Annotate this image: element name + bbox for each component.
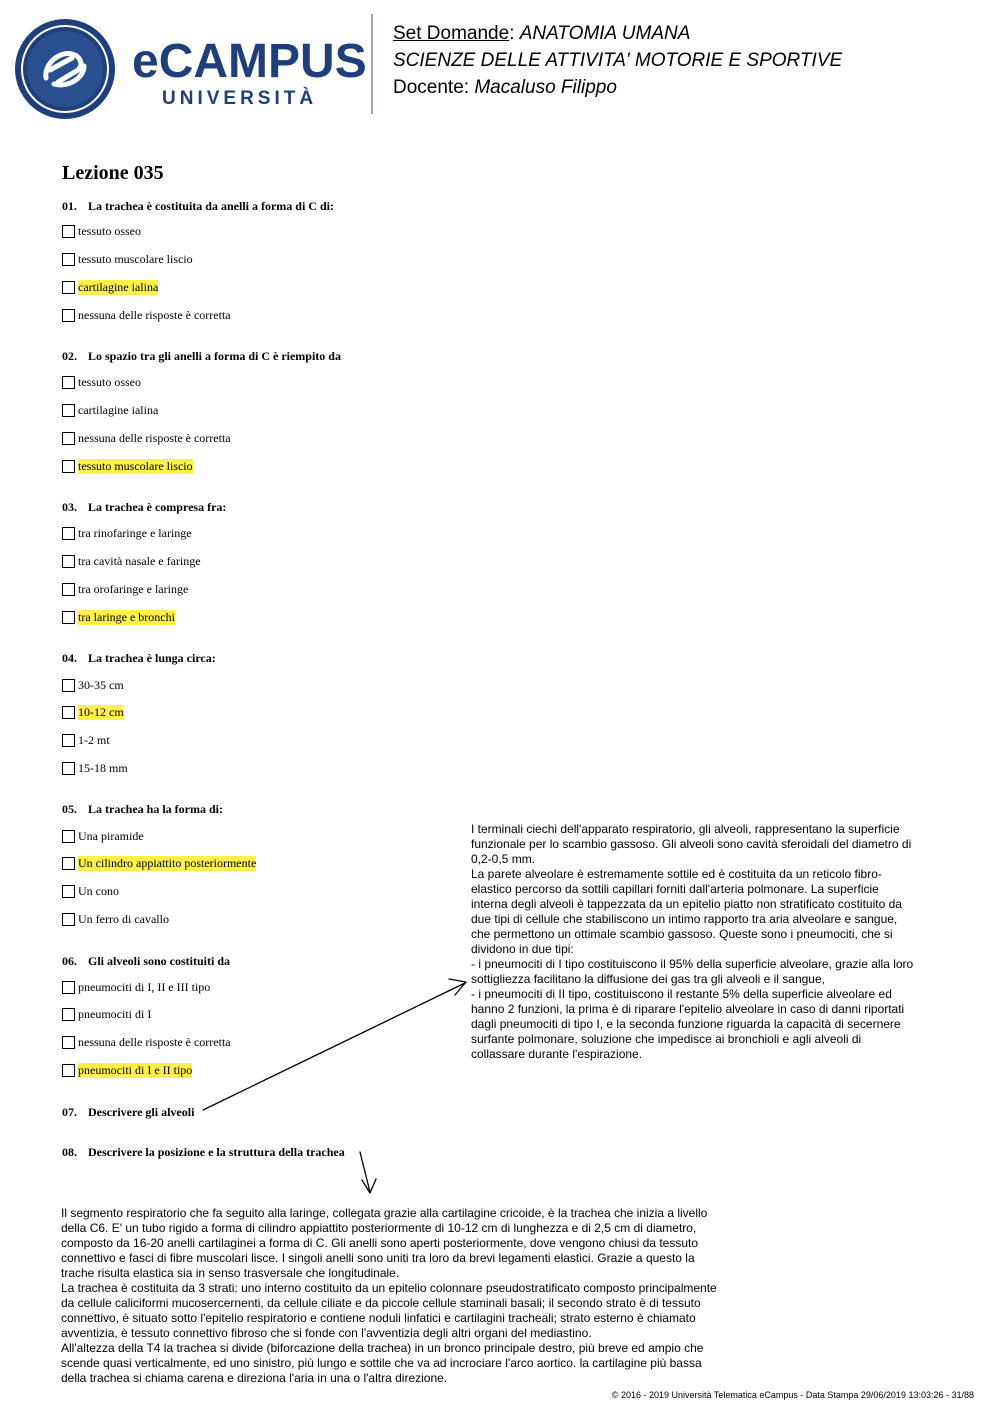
option-05-4[interactable]: Un ferro di cavallo xyxy=(62,911,169,927)
option-05-3[interactable]: Un cono xyxy=(62,883,119,899)
option-03-4-correct[interactable]: tra laringe e bronchi xyxy=(62,609,175,625)
arrow-alveoli-line xyxy=(203,983,465,1110)
answer-alveoli: I terminali ciechi dell'apparato respiratorio, gli alveoli, rappresentano la superficie funzionale per lo scambio gassoso. Gli alveoli sono cavità sferoidali del diametro di 0,2-0,5 mm. La parete alveolare è estremamente sottile ed è costituita da un reticolo fibro- elastico percorso da sottili capillari forniti dall'arteria polmonare. La superficie interna degli alveoli è tappezzata da un epitelio piatto non stratificato costituito da due tipi di cellule che stabiliscono un intimo rapporto tra aria alveolare e sangue, che permettono un ottimale scambio gassoso. Queste sono i pneumociti, che si dividono in due tipi: - i pneumociti di I tipo costituiscono il 95% della superficie alveolare, grazie alla loro sottigliezza facilitano la diffusione dei gas tra gli alveoli e il sangue, - i pneumociti di II tipo, costituiscono il restante 5% della superficie alveolare ed hanno 2 funzioni, la prima è di riparare l'epitelio alveolare in caso di danni riportati dagli pneumociti di tipo I, e la seconda funzione riguarda la capacità di secernere surfante polmonare, soluzione che impedisce ai bronchioli e agli alveoli di collassare durante l'espirazione. xyxy=(471,822,914,1061)
option-06-3[interactable]: nessuna delle risposte è corretta xyxy=(62,1034,231,1050)
option-01-1[interactable]: tessuto osseo xyxy=(62,223,141,239)
option-06-2[interactable]: pneumociti di I xyxy=(62,1006,151,1022)
option-04-4[interactable]: 15-18 mm xyxy=(62,760,128,776)
docente-name: Macaluso Filippo xyxy=(474,77,617,98)
question-text: Descrivere la posizione e la struttura della trachea xyxy=(88,1145,345,1159)
option-03-2[interactable]: tra cavità nasale e faringe xyxy=(62,553,201,569)
set-domande-sep: : xyxy=(509,23,520,44)
option-01-3-correct[interactable]: cartilagine ialina xyxy=(62,279,158,295)
question-04: 04. La trachea è lunga circa: xyxy=(62,651,216,665)
question-text: La trachea è compresa fra: xyxy=(88,500,227,514)
question-text: La trachea è lunga circa: xyxy=(88,651,216,665)
question-text: Lo spazio tra gli anelli a forma di C è riempito da xyxy=(88,349,341,363)
option-04-3[interactable]: 1-2 mt xyxy=(62,732,110,748)
question-08: 08. Descrivere la posizione e la struttura della trachea xyxy=(62,1145,345,1159)
course-title: ANATOMIA UMANA xyxy=(519,23,691,44)
option-01-2[interactable]: tessuto muscolare liscio xyxy=(62,251,193,267)
option-02-1[interactable]: tessuto osseo xyxy=(62,374,141,390)
option-03-3[interactable]: tra orofaringe e laringe xyxy=(62,581,188,597)
question-text: La trachea è costituita da anelli a forma di C di: xyxy=(88,199,334,213)
option-05-1[interactable]: Una piramide xyxy=(62,828,144,844)
question-text: La trachea ha la forma di: xyxy=(88,802,223,816)
page-footer: © 2016 - 2019 Università Telematica eCampus - Data Stampa 29/06/2019 13:03:26 - 31/88 xyxy=(611,1390,974,1400)
docente-label: Docente: xyxy=(393,77,475,98)
option-06-4-correct[interactable]: pneumociti di I e II tipo xyxy=(62,1062,192,1078)
option-06-1[interactable]: pneumociti di I, II e III tipo xyxy=(62,979,210,995)
option-02-2[interactable]: cartilagine ialina xyxy=(62,402,158,418)
option-02-4-correct[interactable]: tessuto muscolare liscio xyxy=(62,458,193,474)
question-text: Gli alveoli sono costituiti da xyxy=(88,954,231,968)
set-domande-label: Set Domande xyxy=(393,23,510,44)
option-01-4[interactable]: nessuna delle risposte è corretta xyxy=(62,307,231,323)
question-06: 06. Gli alveoli sono costituiti da xyxy=(62,954,231,968)
answer-trachea: Il segmento respiratorio che fa seguito alla laringe, collegata grazie alla cartilagine cricoide, è la trachea che inizia a livello della C6. E' un tubo rigido a forma di cilindro appiattito posteriormente di 10-12 cm di lunghezza e di 2,5 cm di diametro, composto da 16-20 anelli cartilaginei a forma di C. Gli anelli sono aperti posteriormente, dove vengono chiusi da tessuto connettivo e fasci di fibre muscolari lisce. I singoli anelli sono uniti tra loro da brevi legamenti elastici. Grazie a questo la trache risulta elastica sia in senso trasversale che longitudinale. La trachea è costituita da 3 strati: uno interno costituito da un epitelio colonnare pseudostratificato composto principalmente da cellule caliciformi mucosercernenti, da cellule ciliate e da piccole cellule staminali basali; il secondo strato è di tessuto connettivo, è situato sotto l'epitelio respiratorio e contiene noduli linfatici e cartilagini tracheali; strato esterno è chiamato avventizia, è tessuto connettivo fibroso che si fonde con l'avventizia degli altri organi del mediastino. All'altezza della T4 la trachea si divide (biforcazione della trachea) in un bronco principale destro, più breve ed ampio che scende quasi verticalmente, ed uno sinistro, più lungo e sottile che va ad incrociare l'arco aortico. la cartilagine più bassa della trachea si chiama carena e direziona l'aria in una o l'altra direzione. xyxy=(61,1206,717,1385)
question-03: 03. La trachea è compresa fra: xyxy=(62,500,227,514)
option-05-2-correct[interactable]: Un cilindro appiattito posteriormente xyxy=(62,855,256,871)
question-07: 07. Descrivere gli alveoli xyxy=(62,1105,195,1119)
lesson-title: Lezione 035 xyxy=(62,162,164,184)
option-02-3[interactable]: nessuna delle risposte è corretta xyxy=(62,430,231,446)
brand-subtitle: UNIVERSITÀ xyxy=(162,88,318,109)
brand-name: eCAMPUS xyxy=(132,35,367,88)
question-text: Descrivere gli alveoli xyxy=(88,1105,195,1119)
option-04-1[interactable]: 30-35 cm xyxy=(62,677,124,693)
question-01: 01. La trachea è costituita da anelli a forma di C di: xyxy=(62,199,334,213)
option-04-2-correct[interactable]: 10-12 cm xyxy=(62,704,124,720)
question-02: 02. Lo spazio tra gli anelli a forma di C è riempito da xyxy=(62,349,341,363)
question-05: 05. La trachea ha la forma di: xyxy=(62,802,223,816)
degree-title: SCIENZE DELLE ATTIVITA' MOTORIE E SPORTIVE xyxy=(393,50,843,71)
option-03-1[interactable]: tra rinofaringe e laringe xyxy=(62,525,192,541)
